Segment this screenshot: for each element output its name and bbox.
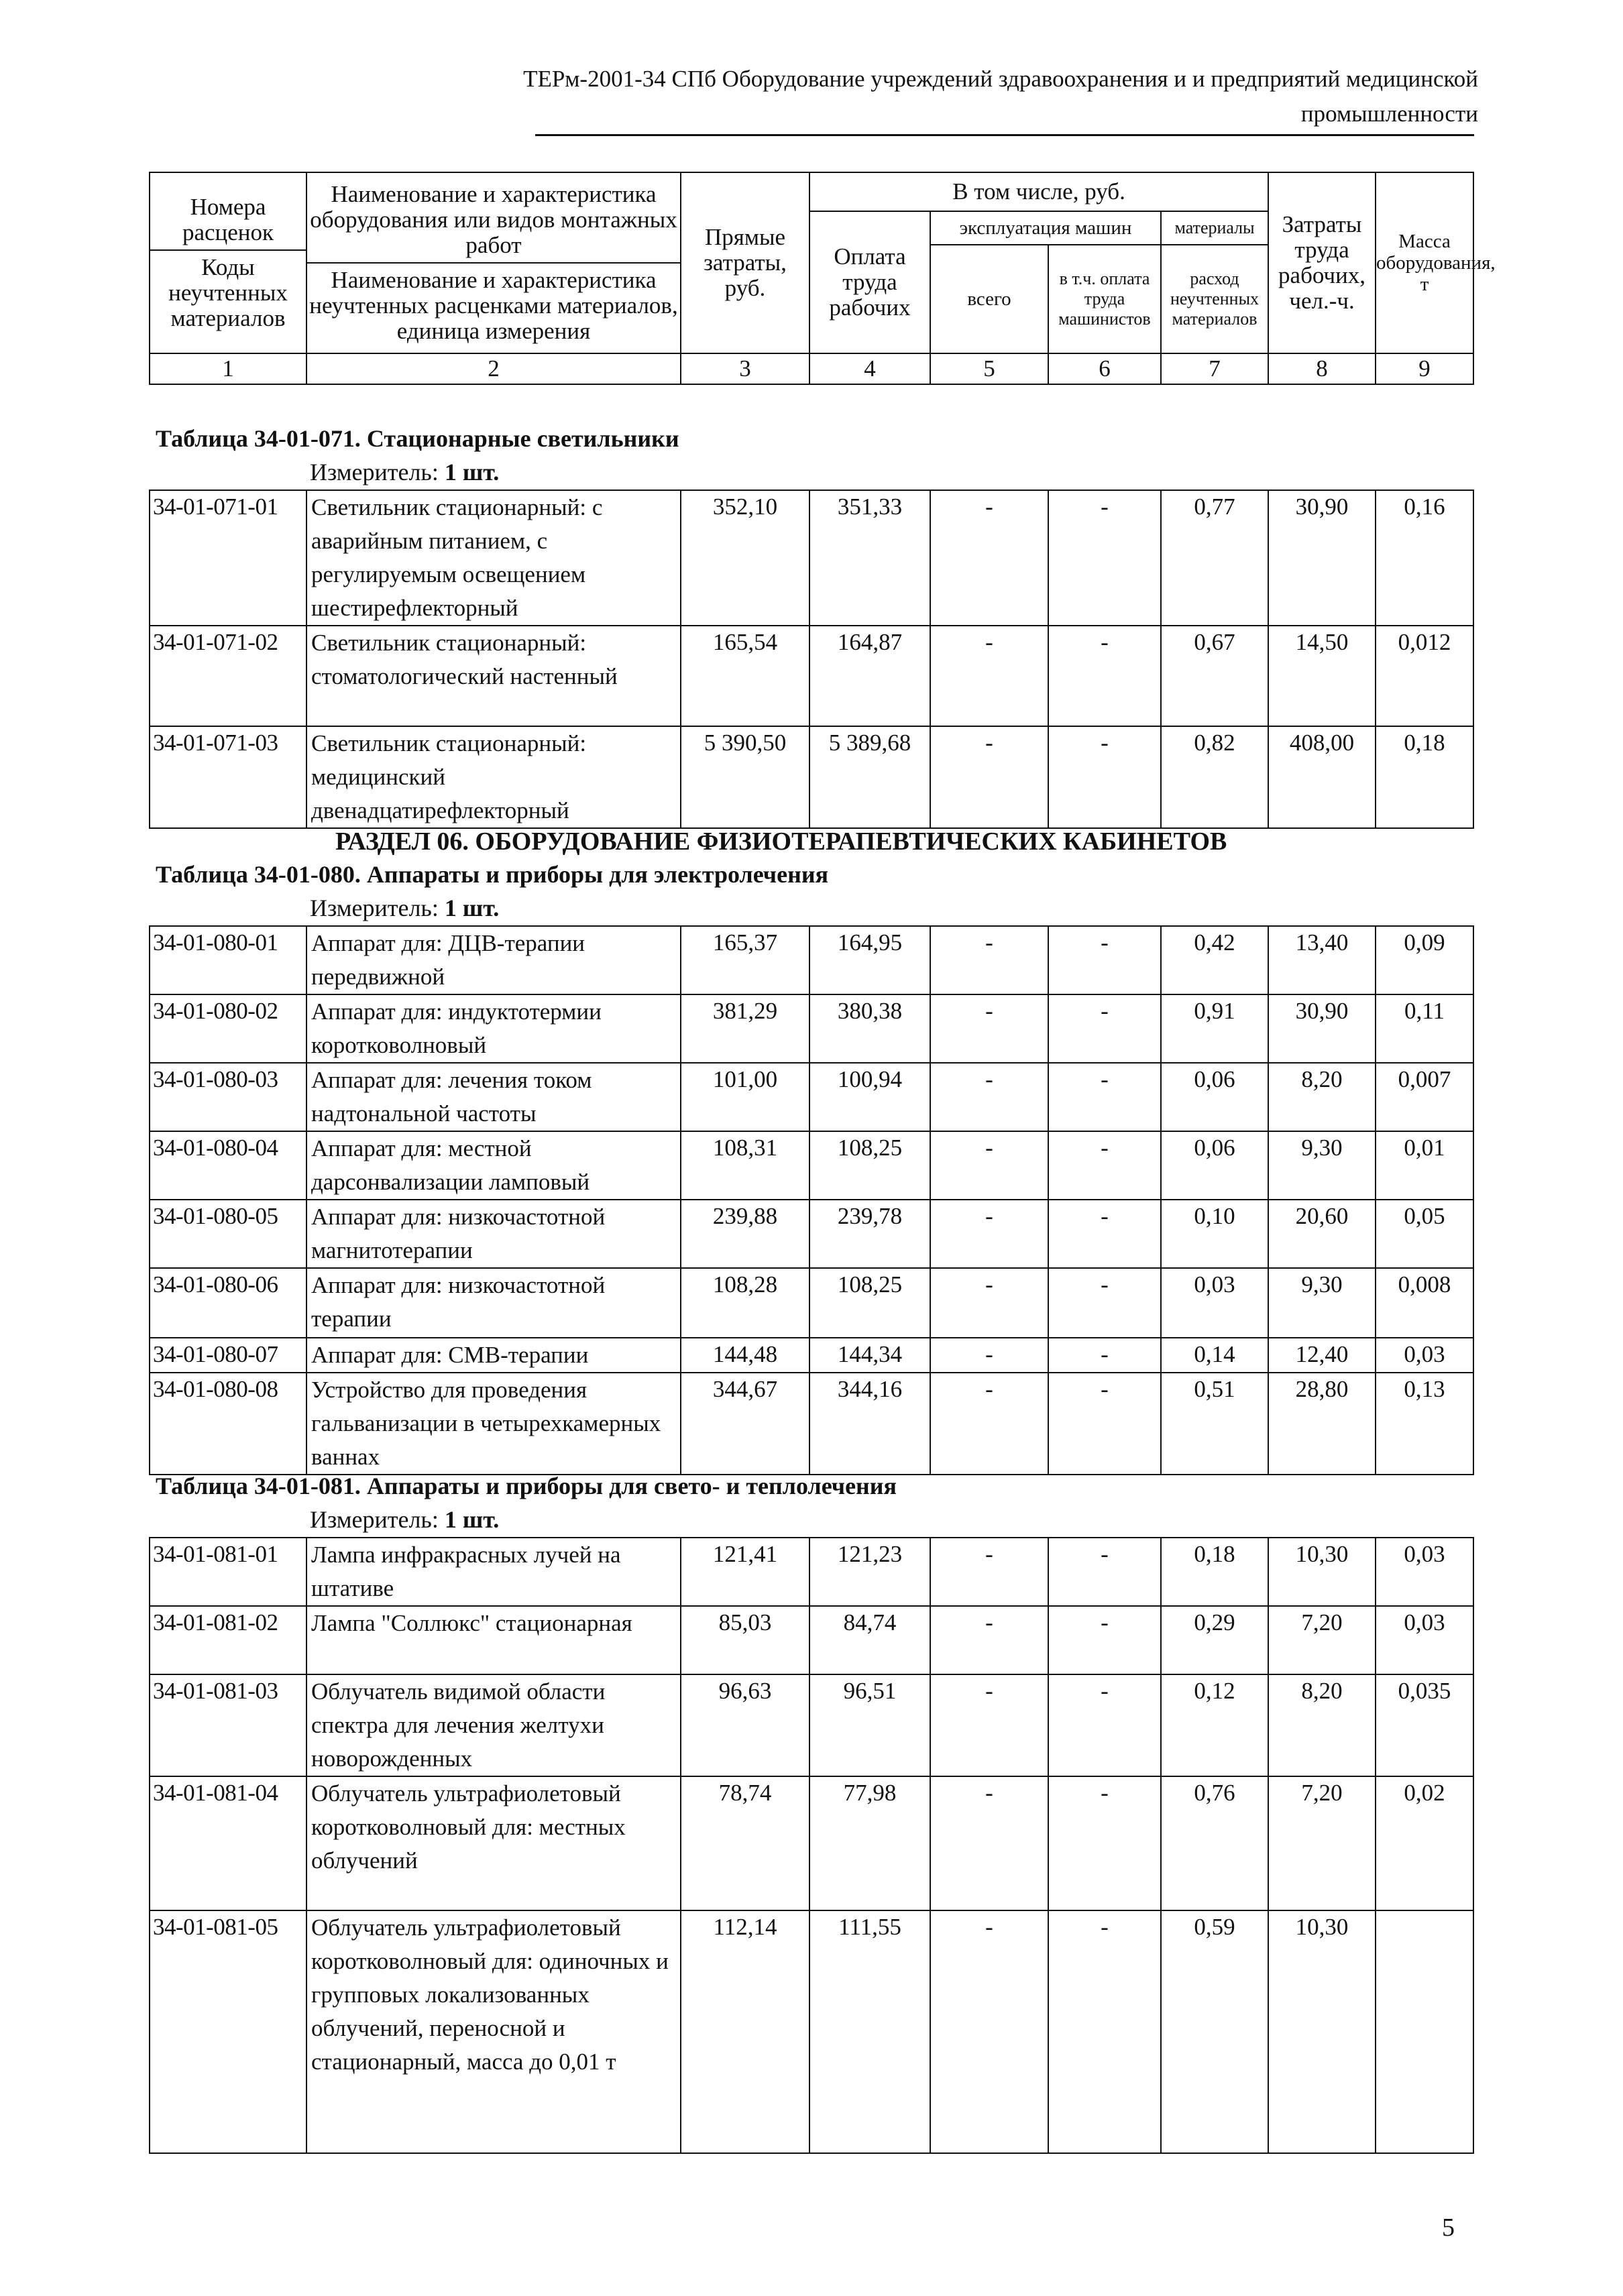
- labor-hours: 9,30: [1268, 1131, 1376, 1200]
- labor-cost: 344,16: [809, 1373, 930, 1475]
- rate-name: Аппарат для: местной дарсонвализации ламповый: [306, 1131, 681, 1200]
- rate-name: Аппарат для: лечения током надтональной частоты: [306, 1063, 681, 1131]
- rate-name: Облучатель ультрафиолетовый коротковолновый для: одиночных и групповых локализованных облучений, переносной и стационарный, масса до 0,01 т: [306, 1910, 681, 2153]
- equipment-mass: 0,012: [1376, 626, 1473, 726]
- equipment-mass: 0,03: [1376, 1538, 1473, 1606]
- table-row: [150, 626, 1473, 726]
- labor-hours: 10,30: [1268, 1538, 1376, 1606]
- machines-total: -: [930, 1063, 1048, 1131]
- meter-label: Измеритель:: [310, 1506, 439, 1533]
- labor-hours: 8,20: [1268, 1674, 1376, 1776]
- labor-cost: 239,78: [809, 1200, 930, 1268]
- labor-cost: 108,25: [809, 1268, 930, 1338]
- header-line-2: промышленности: [1300, 101, 1478, 127]
- machines-total: -: [930, 1200, 1048, 1268]
- labor-hours: 20,60: [1268, 1200, 1376, 1268]
- labor-hours: 30,90: [1268, 994, 1376, 1063]
- table-meter: [310, 893, 499, 923]
- machines-total: -: [930, 1268, 1048, 1338]
- equipment-mass: 0,18: [1376, 726, 1473, 828]
- table-row: [150, 1063, 1473, 1131]
- materials-cost: 0,51: [1161, 1373, 1268, 1475]
- running-header: [204, 62, 1478, 131]
- rate-code: 34-01-080-07: [150, 1338, 306, 1373]
- machinists-labor: -: [1048, 1268, 1161, 1338]
- direct-cost: 352,10: [681, 490, 809, 626]
- materials-cost: 0,18: [1161, 1538, 1268, 1606]
- rate-name: Лампа инфракрасных лучей на штативе: [306, 1538, 681, 1606]
- rate-name: Светильник стационарный: стоматологический настенный: [306, 626, 681, 726]
- meter-label: Измеритель:: [310, 895, 439, 921]
- table-row: [150, 1538, 1473, 1606]
- labor-hours: 28,80: [1268, 1373, 1376, 1475]
- col-header-3: Прямые затраты, руб.: [681, 172, 809, 353]
- direct-cost: 381,29: [681, 994, 809, 1063]
- col-header-machines: эксплуатация машин: [930, 211, 1161, 245]
- equipment-mass: 0,09: [1376, 926, 1473, 994]
- machines-total: -: [930, 726, 1048, 828]
- rates-table-080: [149, 925, 1474, 1475]
- labor-cost: 5 389,68: [809, 726, 930, 828]
- materials-cost: 0,12: [1161, 1674, 1268, 1776]
- direct-cost: 5 390,50: [681, 726, 809, 828]
- col-header-2-bottom: Наименование и характеристика неучтенных расценками материалов, единица измерения: [309, 267, 678, 344]
- machinists-labor: -: [1048, 926, 1161, 994]
- machines-total: -: [930, 1606, 1048, 1674]
- direct-cost: 108,28: [681, 1268, 809, 1338]
- machines-total: -: [930, 1776, 1048, 1910]
- column-header-table: [149, 172, 1496, 385]
- table-row: [150, 1674, 1473, 1776]
- machinists-labor: -: [1048, 1373, 1161, 1475]
- equipment-mass: 0,05: [1376, 1200, 1473, 1268]
- machinists-labor: -: [1048, 1606, 1161, 1674]
- equipment-mass: 0,11: [1376, 994, 1473, 1063]
- labor-cost: 164,87: [809, 626, 930, 726]
- col-number: 1: [150, 353, 306, 384]
- table-meter: [310, 457, 499, 487]
- rate-name: Облучатель ультрафиолетовый коротковолновый для: местных облучений: [306, 1776, 681, 1910]
- col-number: 5: [930, 353, 1048, 384]
- direct-cost: 85,03: [681, 1606, 809, 1674]
- machines-total: -: [930, 1338, 1048, 1373]
- rate-code: 34-01-071-03: [150, 726, 306, 828]
- rate-code: 34-01-080-02: [150, 994, 306, 1063]
- direct-cost: 108,31: [681, 1131, 809, 1200]
- rate-name: Аппарат для: низкочастотной терапии: [306, 1268, 681, 1338]
- meter-value: 1 шт.: [444, 459, 500, 485]
- rate-code: 34-01-081-05: [150, 1910, 306, 2153]
- labor-cost: 121,23: [809, 1538, 930, 1606]
- rate-name: Светильник стационарный: с аварийным питанием, с регулируемым освещением шестирефлекторный: [306, 490, 681, 626]
- col-number: 9: [1376, 353, 1473, 384]
- labor-hours: 9,30: [1268, 1268, 1376, 1338]
- machines-total: -: [930, 626, 1048, 726]
- machinists-labor: -: [1048, 1338, 1161, 1373]
- materials-cost: 0,42: [1161, 926, 1268, 994]
- table-caption: Таблица 34-01-081. Аппараты и приборы для свето- и теплолечения: [156, 1473, 897, 1499]
- col-header-materials: материалы: [1161, 211, 1268, 245]
- col-header-6: в т.ч. оплата труда машинистов: [1048, 245, 1161, 353]
- table-row: [150, 490, 1473, 626]
- direct-cost: 96,63: [681, 1674, 809, 1776]
- equipment-mass: 0,035: [1376, 1674, 1473, 1776]
- col-number: 6: [1048, 353, 1161, 384]
- materials-cost: 0,14: [1161, 1338, 1268, 1373]
- header-rule: [535, 134, 1474, 136]
- col-header-5: всего: [930, 245, 1048, 353]
- col-number: 3: [681, 353, 809, 384]
- rate-code: 34-01-080-01: [150, 926, 306, 994]
- machinists-labor: -: [1048, 1200, 1161, 1268]
- labor-hours: 30,90: [1268, 490, 1376, 626]
- table-row: [150, 726, 1473, 828]
- col-number: 8: [1268, 353, 1376, 384]
- machinists-labor: -: [1048, 1910, 1161, 2153]
- labor-cost: 380,38: [809, 994, 930, 1063]
- col-header-2: [306, 172, 681, 353]
- machinists-labor: -: [1048, 1538, 1161, 1606]
- col-header-1-bottom: Коды неучтенных материалов: [168, 254, 288, 331]
- equipment-mass: 0,03: [1376, 1338, 1473, 1373]
- col-header-2-top: Наименование и характеристика оборудования или видов монтажных работ: [307, 182, 680, 264]
- direct-cost: 112,14: [681, 1910, 809, 2153]
- rate-code: 34-01-081-02: [150, 1606, 306, 1674]
- machines-total: -: [930, 1373, 1048, 1475]
- machinists-labor: -: [1048, 726, 1161, 828]
- equipment-mass: 0,008: [1376, 1268, 1473, 1338]
- meter-value: 1 шт.: [444, 1506, 500, 1533]
- machinists-labor: -: [1048, 626, 1161, 726]
- labor-hours: 14,50: [1268, 626, 1376, 726]
- rate-name: Аппарат для: ДЦВ-терапии передвижной: [306, 926, 681, 994]
- machines-total: -: [930, 994, 1048, 1063]
- labor-cost: 100,94: [809, 1063, 930, 1131]
- table-row: [150, 1910, 1473, 2153]
- materials-cost: 0,10: [1161, 1200, 1268, 1268]
- meter-label: Измеритель:: [310, 459, 439, 485]
- rate-code: 34-01-080-08: [150, 1373, 306, 1475]
- labor-cost: 164,95: [809, 926, 930, 994]
- table-row: [150, 1338, 1473, 1373]
- equipment-mass: 0,13: [1376, 1373, 1473, 1475]
- direct-cost: 239,88: [681, 1200, 809, 1268]
- header-line-1: ТЕРм-2001-34 СПб Оборудование учреждений здравоохранения и и предприятий медицинской: [523, 66, 1478, 92]
- machines-total: -: [930, 490, 1048, 626]
- equipment-mass: 0,03: [1376, 1606, 1473, 1674]
- materials-cost: 0,29: [1161, 1606, 1268, 1674]
- rate-code: 34-01-080-04: [150, 1131, 306, 1200]
- machines-total: -: [930, 1674, 1048, 1776]
- table-row: [150, 1200, 1473, 1268]
- col-group-header: В том числе, руб.: [809, 172, 1268, 211]
- machines-total: -: [930, 1538, 1048, 1606]
- equipment-mass: 0,02: [1376, 1776, 1473, 1910]
- col-header-8: Затраты труда рабочих, чел.-ч.: [1268, 172, 1376, 353]
- machinists-labor: -: [1048, 1674, 1161, 1776]
- labor-hours: 408,00: [1268, 726, 1376, 828]
- table-row: [150, 926, 1473, 994]
- equipment-mass: 0,007: [1376, 1063, 1473, 1131]
- table-meter: [310, 1505, 499, 1534]
- machinists-labor: -: [1048, 1131, 1161, 1200]
- machines-total: -: [930, 1131, 1048, 1200]
- rate-name: Аппарат для: низкочастотной магнитотерапии: [306, 1200, 681, 1268]
- table-caption: Таблица 34-01-080. Аппараты и приборы для электролечения: [156, 861, 829, 888]
- equipment-mass: [1376, 1910, 1473, 2153]
- rate-code: 34-01-071-02: [150, 626, 306, 726]
- meter-value: 1 шт.: [444, 895, 500, 921]
- rate-code: 34-01-080-05: [150, 1200, 306, 1268]
- page-number: 5: [1442, 2214, 1455, 2242]
- table-row: [150, 1131, 1473, 1200]
- table-row: [150, 1268, 1473, 1338]
- rate-code: 34-01-081-01: [150, 1538, 306, 1606]
- col-header-9: Масса оборудования, т: [1376, 172, 1473, 353]
- rates-table-081: [149, 1537, 1474, 2154]
- direct-cost: 144,48: [681, 1338, 809, 1373]
- labor-cost: 351,33: [809, 490, 930, 626]
- machinists-labor: -: [1048, 490, 1161, 626]
- table-row: [150, 1373, 1473, 1475]
- rate-name: Светильник стационарный: медицинский двенадцатирефлекторный: [306, 726, 681, 828]
- column-number-row: [150, 353, 1473, 384]
- machines-total: -: [930, 926, 1048, 994]
- labor-cost: 144,34: [809, 1338, 930, 1373]
- machinists-labor: -: [1048, 994, 1161, 1063]
- equipment-mass: 0,01: [1376, 1131, 1473, 1200]
- machinists-labor: -: [1048, 1063, 1161, 1131]
- labor-hours: 7,20: [1268, 1776, 1376, 1910]
- materials-cost: 0,06: [1161, 1063, 1268, 1131]
- labor-hours: 10,30: [1268, 1910, 1376, 2153]
- labor-hours: 12,40: [1268, 1338, 1376, 1373]
- materials-cost: 0,67: [1161, 626, 1268, 726]
- col-header-7: расход неучтенных материалов: [1161, 245, 1268, 353]
- materials-cost: 0,76: [1161, 1776, 1268, 1910]
- rate-code: 34-01-081-04: [150, 1776, 306, 1910]
- labor-cost: 111,55: [809, 1910, 930, 2153]
- machines-total: -: [930, 1910, 1048, 2153]
- machinists-labor: -: [1048, 1776, 1161, 1910]
- materials-cost: 0,06: [1161, 1131, 1268, 1200]
- rate-name: Устройство для проведения гальванизации в четырехкамерных ваннах: [306, 1373, 681, 1475]
- table-row: [150, 994, 1473, 1063]
- col-header-4: Оплата труда рабочих: [809, 211, 930, 353]
- col-header-1-top: Номера расценок: [150, 194, 306, 251]
- rate-code: 34-01-080-06: [150, 1268, 306, 1338]
- labor-cost: 96,51: [809, 1674, 930, 1776]
- equipment-mass: 0,16: [1376, 490, 1473, 626]
- col-number: 7: [1161, 353, 1268, 384]
- direct-cost: 78,74: [681, 1776, 809, 1910]
- labor-cost: 108,25: [809, 1131, 930, 1200]
- rate-name: Лампа "Соллюкс" стационарная: [306, 1606, 681, 1674]
- table-caption: Таблица 34-01-071. Стационарные светильники: [156, 425, 679, 452]
- rate-code: 34-01-071-01: [150, 490, 306, 626]
- materials-cost: 0,59: [1161, 1910, 1268, 2153]
- rate-code: 34-01-081-03: [150, 1674, 306, 1776]
- materials-cost: 0,91: [1161, 994, 1268, 1063]
- col-header-1: [150, 172, 306, 353]
- direct-cost: 121,41: [681, 1538, 809, 1606]
- direct-cost: 165,37: [681, 926, 809, 994]
- col-number: 2: [306, 353, 681, 384]
- materials-cost: 0,82: [1161, 726, 1268, 828]
- rates-table-071: [149, 490, 1474, 829]
- labor-hours: 8,20: [1268, 1063, 1376, 1131]
- labor-cost: 84,74: [809, 1606, 930, 1674]
- materials-cost: 0,03: [1161, 1268, 1268, 1338]
- direct-cost: 344,67: [681, 1373, 809, 1475]
- rate-name: Аппарат для: СМВ-терапии: [306, 1338, 681, 1373]
- direct-cost: 165,54: [681, 626, 809, 726]
- rate-code: 34-01-080-03: [150, 1063, 306, 1131]
- direct-cost: 101,00: [681, 1063, 809, 1131]
- labor-hours: 7,20: [1268, 1606, 1376, 1674]
- labor-hours: 13,40: [1268, 926, 1376, 994]
- table-row: [150, 1606, 1473, 1674]
- table-row: [150, 1776, 1473, 1910]
- rate-name: Облучатель видимой области спектра для лечения желтухи новорожденных: [306, 1674, 681, 1776]
- section-title: РАЗДЕЛ 06. ОБОРУДОВАНИЕ ФИЗИОТЕРАПЕВТИЧЕСКИХ КАБИНЕТОВ: [335, 827, 1227, 856]
- materials-cost: 0,77: [1161, 490, 1268, 626]
- rate-name: Аппарат для: индуктотермии коротковолновый: [306, 994, 681, 1063]
- col-number: 4: [809, 353, 930, 384]
- labor-cost: 77,98: [809, 1776, 930, 1910]
